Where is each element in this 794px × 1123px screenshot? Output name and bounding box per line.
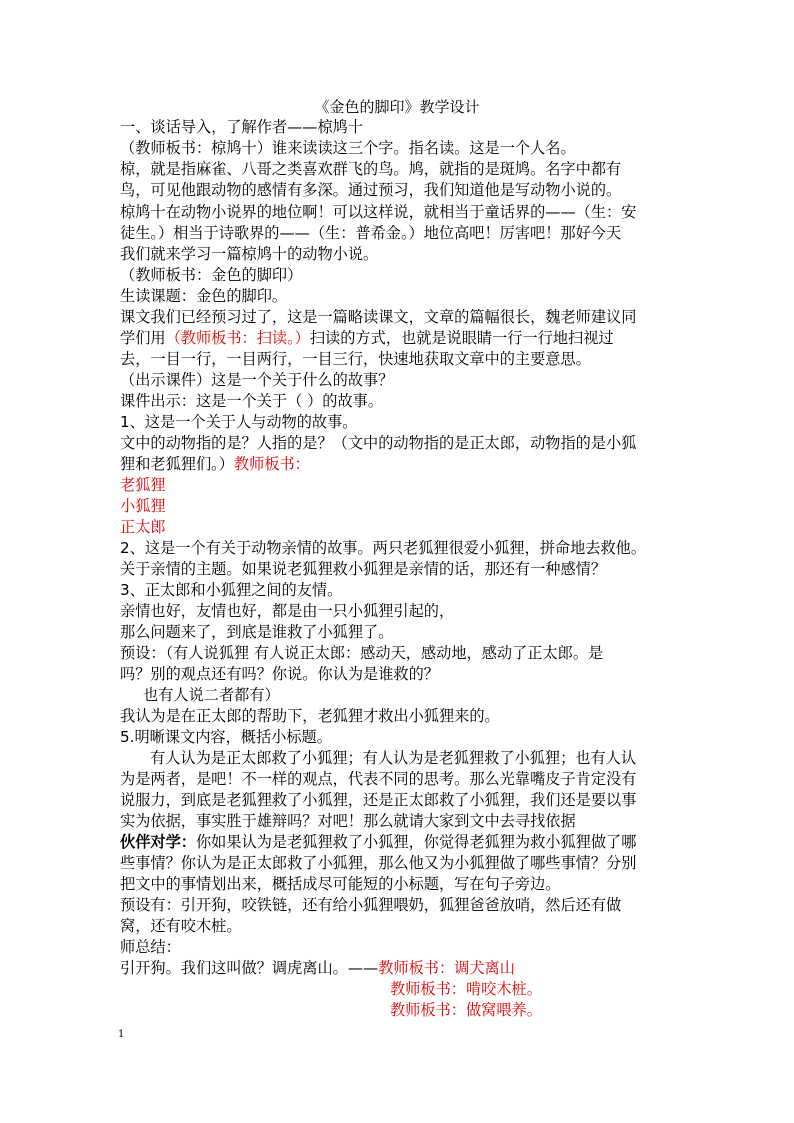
paragraph-line: 亲情也好，友情也好，都是由一只小狐狸引起的， (120, 602, 455, 620)
text-span: 引开狗。我们这叫做？调虎离山。—— (120, 959, 379, 977)
paragraph-line: 椋，就是指麻雀、八哥之类喜欢群飞的鸟。鸠，就指的是斑鸠。名字中都有 (120, 160, 622, 178)
paragraph-line: 文中的动物指的是？人指的是？（文中的动物指的是正太郎，动物指的是小狐 (120, 434, 637, 452)
paragraph-line: （出示课件）这是一个关于什么的故事？ (120, 371, 394, 389)
paragraph-line: 吗？别的观点还有吗？你说。你认为是谁救的？ (120, 665, 439, 683)
paragraph-line: 窝，还有咬木桩。 (120, 917, 242, 935)
paragraph-line: （教师板书：金色的脚印） (120, 266, 303, 284)
paragraph-line: 2、这是一个有关于动物亲情的故事。两只老狐狸很爱小狐狸，拼命地去救他。 (120, 539, 647, 557)
board-note: 教师板书： (233, 455, 310, 473)
paragraph-line: 些事情？你认为是正太郎救了小狐狸，那么他又为小狐狸做了哪些事情？分别 (120, 854, 637, 872)
paragraph-line: （教师板书：椋鸠十）谁来读读这三个字。指名读。这是一个人名。 (120, 139, 576, 157)
board-item: 正太郎 (120, 518, 166, 536)
paragraph-line: 实为依据，事实胜于雄辩吗？对吧！那么就请大家到文中去寻找依据 (120, 812, 576, 830)
paragraph-line: 课文我们已经预习过了，这是一篇略读课文，文章的篇幅很长，魏老师建议同 (120, 308, 637, 326)
paragraph-line: 为是两者，是吧！不一样的观点，代表不同的思考。那么光靠嘴皮子肯定没有 (120, 770, 637, 788)
board-note: 教师板书：调犬离山 (378, 959, 515, 977)
board-item: 小狐狸 (120, 497, 166, 515)
paragraph-line: 也有人说二者都有） (143, 686, 280, 704)
paragraph-line (120, 328, 614, 348)
text-span: 狸和老狐狸们。） (120, 455, 234, 473)
paragraph-line: 徒生。）相当于诗歌界的——（生：普希金。）地位高吧！厉害吧！那好今天 (120, 224, 622, 242)
document-title: 《金色的脚印》教学设计 (314, 98, 480, 116)
paragraph-line (120, 958, 515, 978)
paragraph-line (120, 832, 636, 852)
board-note: （教师板书：扫读。） (165, 329, 310, 347)
paragraph-line: 关于亲情的主题。如果说老狐狸救小狐狸是亲情的话，那还有一种感情？ (120, 560, 606, 578)
paragraph-line: 3、正太郎和小狐狸之间的友情。 (120, 581, 343, 599)
board-item: 老狐狸 (120, 476, 166, 494)
paragraph-line: 我认为是在正太郎的帮助下，老狐狸才救出小狐狸来的。 (120, 707, 500, 725)
section-heading: 一、谈话导入，了解作者——椋鸠十 (120, 118, 363, 136)
paragraph-line: 椋鸠十在动物小说界的地位啊！可以这样说，就相当于童话界的——（生：安 (120, 203, 637, 221)
paragraph-line: 有人认为是正太郎救了小狐狸；有人认为是老狐狸救了小狐狸；也有人认 (150, 749, 636, 767)
paragraph-line: 鸟，可见他跟动物的感情有多深。通过预习，我们知道他是写动物小说的。 (120, 181, 622, 199)
paragraph-line: 把文中的事情划出来，概括成尽可能短的小标题，写在句子旁边。 (120, 875, 561, 893)
text-span: 学们用 (120, 329, 166, 347)
paragraph-line: 去，一目一行，一目两行，一目三行，快速地获取文章中的主要意思。 (120, 350, 591, 368)
paragraph-line: 师总结： (120, 938, 181, 956)
paragraph-line: 说服力，到底是老狐狸救了小狐狸，还是正太郎救了小狐狸，我们还是要以事 (120, 791, 637, 809)
paragraph-line: 预设有：引开狗，咬铁链，还有给小狐狸喂奶，狐狸爸爸放哨，然后还有做 (120, 896, 622, 914)
paragraph-line: 5.明晰课文内容，概括小标题。 (120, 728, 332, 746)
paragraph-line: 生读课题：金色的脚印。 (120, 287, 288, 305)
paragraph-line: 课件出示：这是一个关于（ ）的故事。 (120, 392, 384, 410)
text-span: 扫读的方式，也就是说眼睛一行一行地扫视过 (309, 329, 614, 347)
text-span: 你如果认为是老狐狸救了小狐狸，你觉得老狐狸为救小狐狸做了哪 (195, 833, 637, 851)
paragraph-line: 我们就来学习一篇椋鸠十的动物小说。 (120, 245, 379, 263)
paragraph-line: 那么问题来了，到底是谁救了小狐狸了。 (120, 623, 394, 641)
bold-label: 伙伴对学： (120, 833, 196, 851)
page-number: 1 (118, 1029, 125, 1040)
board-note: 教师板书：啃咬木桩。 (390, 980, 542, 998)
board-note: 教师板书：做窝喂养。 (390, 1001, 542, 1019)
paragraph-line: 预设：（有人说狐狸 有人说正太郎：感动天，感动地，感动了正太郎。是 (120, 644, 604, 662)
paragraph-line: 1、这是一个关于人与动物的故事。 (120, 413, 358, 431)
paragraph-line (120, 454, 310, 474)
